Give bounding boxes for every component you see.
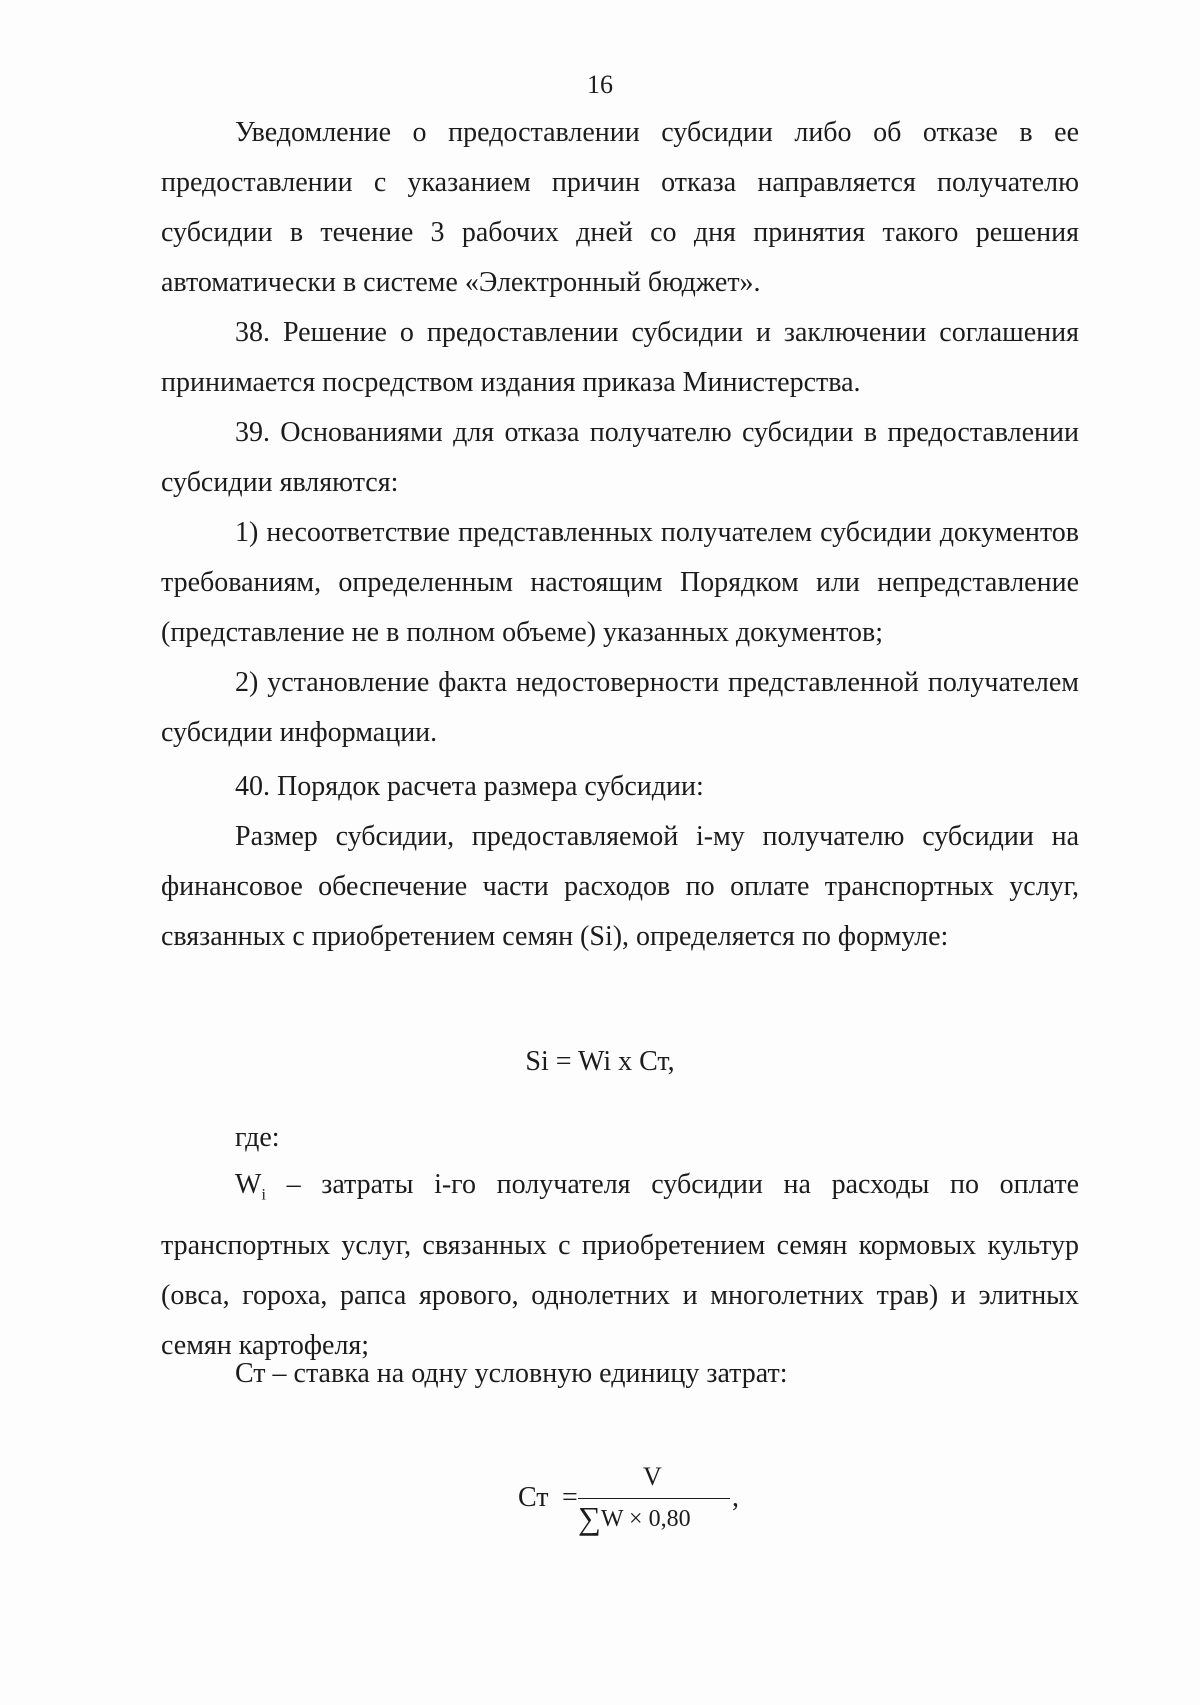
formula-ct-lhs: Ст xyxy=(518,1482,549,1513)
wi-definition-text: – затраты i-го получателя субсидии на расходы по оплате транспортных услуг, связанных с приобретением семян кормовых культур (овса, гороха, рапса ярового, однолетних и многолетних трав) и элитных семян картофеля; xyxy=(161,1169,1079,1361)
paragraph-38: 38. Решение о предоставлении субсидии и заключении соглашения принимается посредством издания приказа Министерства. xyxy=(161,317,1079,398)
fraction-bar xyxy=(578,1498,730,1499)
paragraph-39-item-1: 1) несоответствие представленных получателем субсидии документов требованиям, определенным настоящим Порядком или непредставление (представление не в полном объеме) указанных документов; xyxy=(161,517,1079,648)
formula-ct-denominator xyxy=(578,1500,691,1537)
formula-ct-comma: , xyxy=(732,1482,739,1513)
paragraph-wi-definition xyxy=(161,1160,1079,1371)
text-block-middle xyxy=(161,762,1079,962)
paragraph-subsidy-size: Размер субсидии, предоставляемой i-му получателю субсидии на финансовое обеспечение части расходов по оплате транспортных услуг, связанных с приобретением семян (Si), определяется по формуле: xyxy=(161,821,1079,952)
ct-definition: Ст – ставка на одну условную единицу затрат: xyxy=(235,1358,788,1389)
page-number: 16 xyxy=(587,70,613,99)
paragraph-notification: Уведомление о предоставлении субсидии либо об отказе в ее предоставлении с указанием причин отказа направляется получателю субсидии в течение 3 рабочих дней со дня принятия такого решения автоматически в системе «Электронный бюджет». xyxy=(161,117,1079,298)
sigma-symbol: ∑ xyxy=(578,1500,601,1536)
formula-ct xyxy=(518,1462,738,1542)
paragraph-39: 39. Основаниями для отказа получателю субсидии в предоставлении субсидии являются: xyxy=(161,417,1079,498)
wi-symbol: W xyxy=(235,1169,262,1200)
formula-ct-denominator-text: W × 0,80 xyxy=(600,1506,691,1532)
formula-ct-equals: = xyxy=(562,1482,578,1513)
text-block-wi xyxy=(161,1160,1079,1371)
formula-ct-numerator: V xyxy=(643,1462,662,1491)
wi-subscript: i xyxy=(261,1186,266,1204)
formula-si: Si = Wi x Ст, xyxy=(525,1046,675,1077)
paragraph-39-item-2: 2) установление факта недостоверности представленной получателем субсидии информации. xyxy=(161,667,1079,748)
where-label: где: xyxy=(235,1122,280,1153)
paragraph-40: 40. Порядок расчета размера субсидии: xyxy=(235,771,704,802)
text-block-top xyxy=(161,108,1079,758)
